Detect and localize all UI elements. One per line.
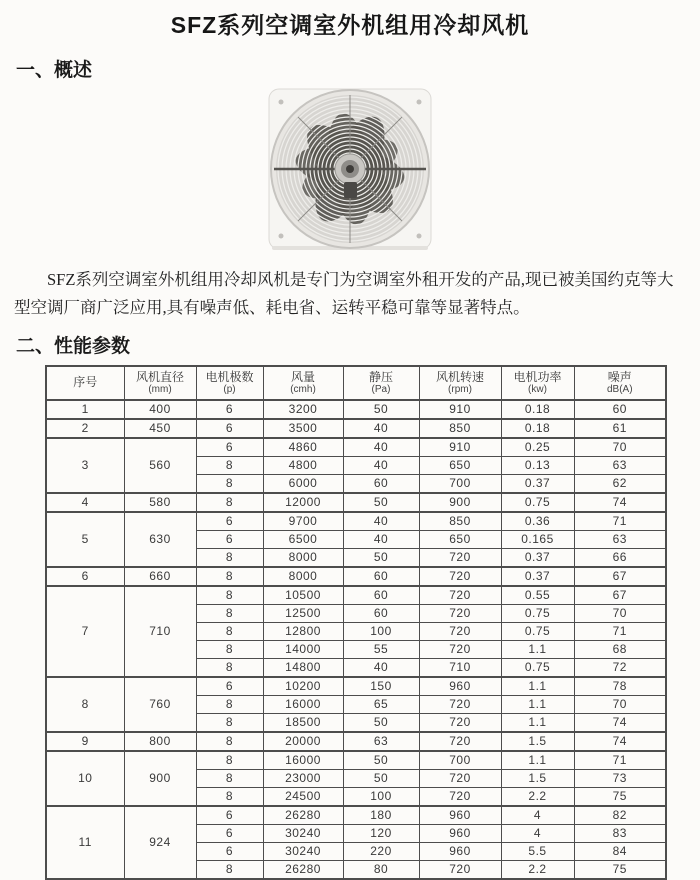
cell-motor-poles: 8 bbox=[196, 567, 263, 586]
cell-noise: 74 bbox=[574, 493, 666, 512]
cell-noise: 66 bbox=[574, 548, 666, 567]
cell-air-volume: 6500 bbox=[263, 530, 343, 548]
cell-static-pressure: 60 bbox=[343, 586, 419, 605]
cell-motor-power: 4 bbox=[501, 824, 574, 842]
column-header: 序号 bbox=[46, 366, 124, 400]
cell-air-volume: 4800 bbox=[263, 456, 343, 474]
cell-noise: 61 bbox=[574, 419, 666, 438]
cell-motor-poles: 8 bbox=[196, 732, 263, 751]
cell-motor-poles: 8 bbox=[196, 751, 263, 770]
table-row bbox=[46, 567, 666, 586]
cell-fan-speed: 650 bbox=[419, 456, 501, 474]
table-row bbox=[46, 419, 666, 438]
cell-fan-speed: 720 bbox=[419, 769, 501, 787]
cell-static-pressure: 150 bbox=[343, 677, 419, 696]
cell-air-volume: 14800 bbox=[263, 658, 343, 677]
cell-serial-number: 7 bbox=[46, 586, 124, 677]
cell-fan-speed: 720 bbox=[419, 640, 501, 658]
cell-motor-poles: 8 bbox=[196, 586, 263, 605]
cell-air-volume: 6000 bbox=[263, 474, 343, 493]
cell-motor-power: 2.2 bbox=[501, 860, 574, 879]
cell-static-pressure: 100 bbox=[343, 622, 419, 640]
cell-motor-power: 0.75 bbox=[501, 493, 574, 512]
cell-motor-power: 1.1 bbox=[501, 713, 574, 732]
table-header-row bbox=[46, 366, 666, 400]
cell-fan-speed: 720 bbox=[419, 732, 501, 751]
cell-motor-poles: 8 bbox=[196, 548, 263, 567]
cell-static-pressure: 180 bbox=[343, 806, 419, 825]
cell-serial-number: 11 bbox=[46, 806, 124, 879]
section-heading-overview: 一、概述 bbox=[16, 60, 93, 81]
cell-static-pressure: 50 bbox=[343, 751, 419, 770]
cell-noise: 62 bbox=[574, 474, 666, 493]
cell-air-volume: 4860 bbox=[263, 438, 343, 457]
cell-motor-poles: 6 bbox=[196, 512, 263, 531]
cell-motor-power: 1.1 bbox=[501, 677, 574, 696]
cell-air-volume: 10500 bbox=[263, 586, 343, 605]
cell-fan-diameter: 580 bbox=[124, 493, 196, 512]
cell-noise: 63 bbox=[574, 530, 666, 548]
cell-air-volume: 14000 bbox=[263, 640, 343, 658]
cell-motor-power: 0.18 bbox=[501, 400, 574, 419]
cell-air-volume: 20000 bbox=[263, 732, 343, 751]
table-row bbox=[46, 751, 666, 770]
cell-air-volume: 30240 bbox=[263, 824, 343, 842]
cell-noise: 71 bbox=[574, 622, 666, 640]
cell-motor-poles: 8 bbox=[196, 769, 263, 787]
cell-motor-poles: 8 bbox=[196, 713, 263, 732]
cell-noise: 84 bbox=[574, 842, 666, 860]
cell-motor-poles: 8 bbox=[196, 787, 263, 806]
cell-fan-diameter: 400 bbox=[124, 400, 196, 419]
cell-fan-diameter: 630 bbox=[124, 512, 196, 567]
cell-air-volume: 26280 bbox=[263, 806, 343, 825]
cell-motor-power: 0.75 bbox=[501, 604, 574, 622]
cell-motor-poles: 8 bbox=[196, 604, 263, 622]
cell-motor-power: 0.75 bbox=[501, 658, 574, 677]
cell-motor-poles: 6 bbox=[196, 806, 263, 825]
cell-noise: 74 bbox=[574, 732, 666, 751]
cell-fan-speed: 720 bbox=[419, 695, 501, 713]
cell-serial-number: 1 bbox=[46, 400, 124, 419]
cell-fan-speed: 720 bbox=[419, 604, 501, 622]
cell-fan-speed: 710 bbox=[419, 658, 501, 677]
cell-air-volume: 12500 bbox=[263, 604, 343, 622]
table-row bbox=[46, 438, 666, 457]
cell-motor-poles: 8 bbox=[196, 695, 263, 713]
cell-fan-speed: 720 bbox=[419, 586, 501, 605]
cell-fan-speed: 960 bbox=[419, 824, 501, 842]
cell-fan-diameter: 560 bbox=[124, 438, 196, 493]
column-header: 静压 (Pa) bbox=[343, 366, 419, 400]
cell-static-pressure: 40 bbox=[343, 419, 419, 438]
cell-motor-power: 1.1 bbox=[501, 695, 574, 713]
table-row bbox=[46, 400, 666, 419]
cell-static-pressure: 50 bbox=[343, 769, 419, 787]
cell-fan-speed: 900 bbox=[419, 493, 501, 512]
cell-noise: 82 bbox=[574, 806, 666, 825]
cell-static-pressure: 60 bbox=[343, 567, 419, 586]
cell-motor-power: 0.36 bbox=[501, 512, 574, 531]
cell-fan-diameter: 800 bbox=[124, 732, 196, 751]
cell-noise: 67 bbox=[574, 586, 666, 605]
cell-noise: 75 bbox=[574, 860, 666, 879]
column-header: 风机直径 (mm) bbox=[124, 366, 196, 400]
cell-motor-power: 1.1 bbox=[501, 640, 574, 658]
cell-noise: 70 bbox=[574, 604, 666, 622]
column-header: 风机转速 (rpm) bbox=[419, 366, 501, 400]
cell-noise: 83 bbox=[574, 824, 666, 842]
cell-fan-diameter: 710 bbox=[124, 586, 196, 677]
cell-noise: 74 bbox=[574, 713, 666, 732]
cell-serial-number: 9 bbox=[46, 732, 124, 751]
cell-air-volume: 8000 bbox=[263, 567, 343, 586]
cell-motor-power: 0.18 bbox=[501, 419, 574, 438]
cell-static-pressure: 120 bbox=[343, 824, 419, 842]
cell-fan-speed: 720 bbox=[419, 787, 501, 806]
cell-motor-poles: 8 bbox=[196, 622, 263, 640]
cell-static-pressure: 40 bbox=[343, 658, 419, 677]
cell-motor-poles: 6 bbox=[196, 438, 263, 457]
cell-static-pressure: 55 bbox=[343, 640, 419, 658]
table-row bbox=[46, 512, 666, 531]
cell-fan-speed: 960 bbox=[419, 806, 501, 825]
cell-serial-number: 2 bbox=[46, 419, 124, 438]
cell-static-pressure: 220 bbox=[343, 842, 419, 860]
table-row bbox=[46, 586, 666, 605]
cell-motor-power: 2.2 bbox=[501, 787, 574, 806]
cell-noise: 60 bbox=[574, 400, 666, 419]
cell-noise: 78 bbox=[574, 677, 666, 696]
cell-air-volume: 30240 bbox=[263, 842, 343, 860]
cell-static-pressure: 50 bbox=[343, 493, 419, 512]
cell-noise: 73 bbox=[574, 769, 666, 787]
cell-static-pressure: 50 bbox=[343, 713, 419, 732]
cell-fan-speed: 960 bbox=[419, 842, 501, 860]
cell-motor-power: 4 bbox=[501, 806, 574, 825]
cell-fan-speed: 720 bbox=[419, 860, 501, 879]
cell-air-volume: 16000 bbox=[263, 695, 343, 713]
cell-noise: 68 bbox=[574, 640, 666, 658]
cell-noise: 63 bbox=[574, 456, 666, 474]
cell-air-volume: 3500 bbox=[263, 419, 343, 438]
cell-motor-power: 0.13 bbox=[501, 456, 574, 474]
cell-fan-speed: 850 bbox=[419, 419, 501, 438]
cell-serial-number: 4 bbox=[46, 493, 124, 512]
cell-fan-diameter: 450 bbox=[124, 419, 196, 438]
cell-static-pressure: 40 bbox=[343, 512, 419, 531]
cell-motor-power: 1.5 bbox=[501, 732, 574, 751]
cell-air-volume: 8000 bbox=[263, 548, 343, 567]
page-title: SFZ系列空调室外机组用冷却风机 bbox=[170, 12, 530, 38]
cell-motor-poles: 6 bbox=[196, 400, 263, 419]
cell-noise: 71 bbox=[574, 751, 666, 770]
cell-motor-power: 0.55 bbox=[501, 586, 574, 605]
cell-motor-power: 0.37 bbox=[501, 548, 574, 567]
cell-noise: 72 bbox=[574, 658, 666, 677]
cell-fan-diameter: 660 bbox=[124, 567, 196, 586]
cell-motor-poles: 8 bbox=[196, 640, 263, 658]
cell-motor-power: 0.75 bbox=[501, 622, 574, 640]
cell-motor-power: 0.37 bbox=[501, 474, 574, 493]
cell-fan-speed: 650 bbox=[419, 530, 501, 548]
cell-motor-power: 0.165 bbox=[501, 530, 574, 548]
cell-static-pressure: 65 bbox=[343, 695, 419, 713]
cell-noise: 67 bbox=[574, 567, 666, 586]
cell-static-pressure: 40 bbox=[343, 456, 419, 474]
fan-product-photo bbox=[266, 84, 434, 256]
cell-noise: 70 bbox=[574, 438, 666, 457]
cell-static-pressure: 100 bbox=[343, 787, 419, 806]
cell-fan-diameter: 900 bbox=[124, 751, 196, 806]
cell-fan-speed: 850 bbox=[419, 512, 501, 531]
cell-air-volume: 24500 bbox=[263, 787, 343, 806]
cell-air-volume: 18500 bbox=[263, 713, 343, 732]
cell-serial-number: 6 bbox=[46, 567, 124, 586]
cell-static-pressure: 63 bbox=[343, 732, 419, 751]
cell-serial-number: 5 bbox=[46, 512, 124, 567]
cell-static-pressure: 40 bbox=[343, 438, 419, 457]
cell-fan-speed: 720 bbox=[419, 548, 501, 567]
cell-fan-diameter: 924 bbox=[124, 806, 196, 879]
cell-fan-speed: 700 bbox=[419, 751, 501, 770]
cell-air-volume: 3200 bbox=[263, 400, 343, 419]
cell-noise: 70 bbox=[574, 695, 666, 713]
cell-noise: 71 bbox=[574, 512, 666, 531]
cell-motor-poles: 8 bbox=[196, 456, 263, 474]
cell-motor-poles: 6 bbox=[196, 419, 263, 438]
cell-air-volume: 12800 bbox=[263, 622, 343, 640]
column-header: 风量 (cmh) bbox=[263, 366, 343, 400]
cell-motor-poles: 8 bbox=[196, 493, 263, 512]
cell-motor-poles: 8 bbox=[196, 474, 263, 493]
column-header: 电机功率 (kw) bbox=[501, 366, 574, 400]
cell-motor-poles: 6 bbox=[196, 842, 263, 860]
cell-fan-speed: 720 bbox=[419, 622, 501, 640]
cell-air-volume: 23000 bbox=[263, 769, 343, 787]
cell-motor-power: 0.25 bbox=[501, 438, 574, 457]
cell-air-volume: 26280 bbox=[263, 860, 343, 879]
table-row bbox=[46, 806, 666, 825]
cell-fan-diameter: 760 bbox=[124, 677, 196, 732]
column-header: 电机极数 (p) bbox=[196, 366, 263, 400]
cell-motor-poles: 6 bbox=[196, 677, 263, 696]
fan-illustration bbox=[266, 84, 434, 256]
cell-motor-power: 5.5 bbox=[501, 842, 574, 860]
cell-motor-poles: 8 bbox=[196, 860, 263, 879]
cell-fan-speed: 910 bbox=[419, 400, 501, 419]
cell-fan-speed: 720 bbox=[419, 567, 501, 586]
cell-motor-power: 0.37 bbox=[501, 567, 574, 586]
cell-static-pressure: 60 bbox=[343, 474, 419, 493]
section-heading-parameters: 二、性能参数 bbox=[16, 335, 131, 357]
cell-fan-speed: 700 bbox=[419, 474, 501, 493]
cell-static-pressure: 50 bbox=[343, 548, 419, 567]
cell-air-volume: 10200 bbox=[263, 677, 343, 696]
cell-static-pressure: 60 bbox=[343, 604, 419, 622]
cell-static-pressure: 80 bbox=[343, 860, 419, 879]
cell-fan-speed: 720 bbox=[419, 713, 501, 732]
table-row bbox=[46, 493, 666, 512]
cell-air-volume: 12000 bbox=[263, 493, 343, 512]
cell-static-pressure: 50 bbox=[343, 400, 419, 419]
cell-fan-speed: 960 bbox=[419, 677, 501, 696]
table-row bbox=[46, 677, 666, 696]
cell-air-volume: 16000 bbox=[263, 751, 343, 770]
cell-motor-poles: 6 bbox=[196, 530, 263, 548]
cell-air-volume: 9700 bbox=[263, 512, 343, 531]
cell-serial-number: 3 bbox=[46, 438, 124, 493]
cell-noise: 75 bbox=[574, 787, 666, 806]
cell-motor-poles: 8 bbox=[196, 658, 263, 677]
cell-serial-number: 8 bbox=[46, 677, 124, 732]
cell-serial-number: 10 bbox=[46, 751, 124, 806]
cell-motor-power: 1.1 bbox=[501, 751, 574, 770]
cell-fan-speed: 910 bbox=[419, 438, 501, 457]
cell-motor-poles: 6 bbox=[196, 824, 263, 842]
cell-motor-power: 1.5 bbox=[501, 769, 574, 787]
overview-paragraph: SFZ系列空调室外机组用冷却风机是专门为空调室外租开发的产品,现已被美国约克等大型空调厂商广泛应用,具有噪声低、耗电省、运转平稳可靠等显著特点。 bbox=[14, 270, 674, 318]
cell-static-pressure: 40 bbox=[343, 530, 419, 548]
performance-parameters-table bbox=[45, 365, 667, 880]
column-header: 噪声 dB(A) bbox=[574, 366, 666, 400]
table-row bbox=[46, 732, 666, 751]
